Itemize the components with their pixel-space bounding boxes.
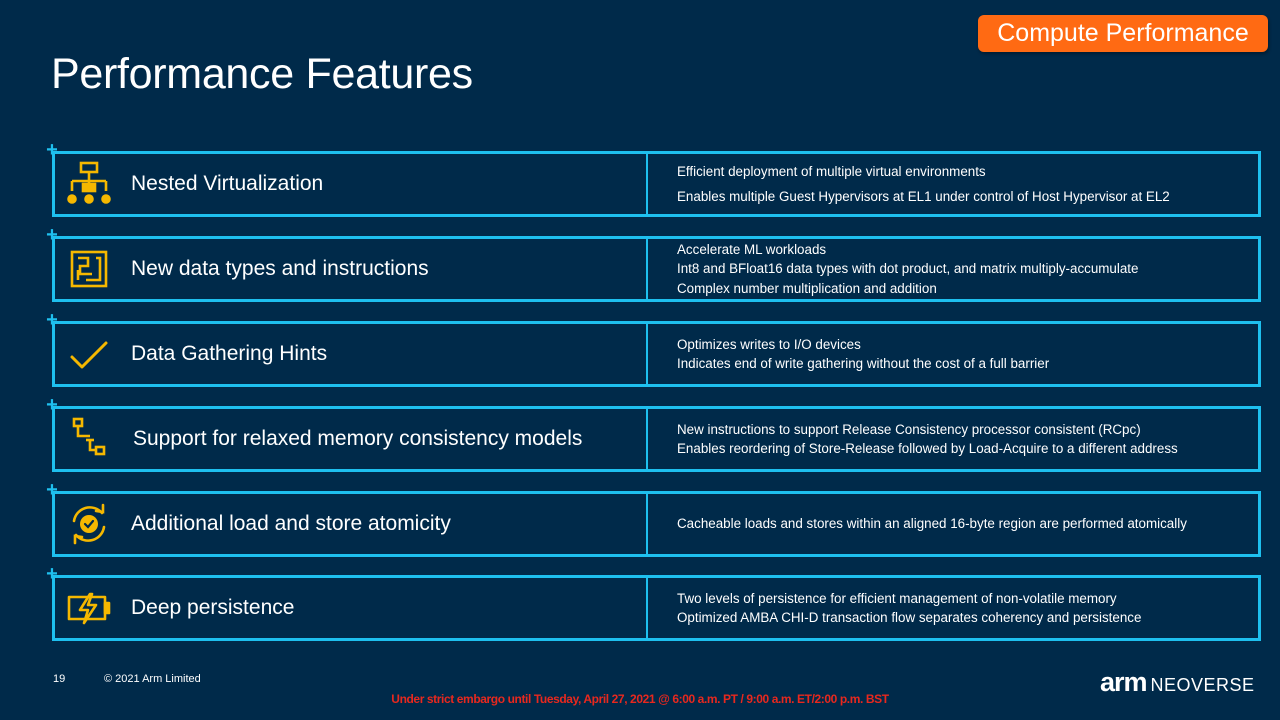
hierarchy-icon (66, 161, 112, 207)
description-line: Efficient deployment of multiple virtual environments (677, 163, 986, 179)
description-line: Int8 and BFloat16 data types with dot product, and matrix multiply-accumulate (677, 261, 1139, 277)
feature-label: Additional load and store atomicity (131, 512, 451, 535)
feature-label: Data Gathering Hints (131, 342, 328, 365)
section-badge: Compute Performance (978, 15, 1268, 52)
feature-row-atomicity (44, 479, 1264, 566)
feature-description (677, 151, 1257, 217)
feature-label: Deep persistence (131, 596, 295, 619)
feature-label: Nested Virtualization (131, 172, 324, 195)
description-line: New instructions to support Release Consistency processor consistent (RCpc) (677, 421, 1141, 437)
page-title: Performance Features (51, 50, 473, 98)
plus-icon: + (46, 309, 58, 331)
page-number: 19 (53, 673, 66, 685)
plus-icon: + (46, 563, 58, 585)
description-line: Cacheable loads and stores within an aligned 16-byte region are performed atomically (677, 516, 1187, 532)
plus-icon: + (46, 479, 58, 501)
feature-row-relaxed-memory (44, 394, 1264, 481)
description-line: Complex number multiplication and addition (677, 280, 937, 296)
description-line: Optimizes writes to I/O devices (677, 336, 861, 352)
chip-icon (66, 246, 112, 292)
feature-label: Support for relaxed memory consistency models (133, 427, 583, 450)
feature-row-new-data-types (44, 224, 1264, 311)
feature-row-nested-virtualization (44, 139, 1264, 226)
feature-row-data-gathering-hints (44, 309, 1264, 396)
checkmark-icon (66, 331, 112, 377)
plus-icon: + (46, 139, 58, 161)
feature-description (677, 491, 1257, 557)
description-line: Accelerate ML workloads (677, 241, 827, 257)
embargo-notice: Under strict embargo until Tuesday, April 27, 2021 @ 6:00 a.m. PT / 9:00 a.m. ET/2:00 p.m. BST (391, 692, 889, 706)
copyright-text: © 2021 Arm Limited (104, 673, 201, 685)
feature-description (677, 321, 1257, 387)
description-line: Two levels of persistence for efficient management of non-volatile memory (677, 590, 1117, 606)
description-line: Enables multiple Guest Hypervisors at EL1 under control of Host Hypervisor at EL2 (677, 189, 1170, 204)
description-line: Optimized AMBA CHI-D transaction flow separates coherency and persistence (677, 610, 1142, 625)
battery-charge-icon (66, 585, 112, 631)
feature-label: New data types and instructions (131, 257, 429, 280)
feature-description (677, 236, 1257, 302)
arm-neoverse-logo (1100, 668, 1255, 696)
logo-product-text: NEOVERSE (1150, 675, 1255, 695)
description-line: Enables reordering of Store-Release followed by Load-Acquire to a different address (677, 441, 1178, 456)
feature-description (677, 575, 1257, 641)
logo-arm-text: arm (1100, 667, 1147, 697)
description-line: Indicates end of write gathering without the cost of a full barrier (677, 356, 1050, 371)
plus-icon: + (46, 394, 58, 416)
feature-description (677, 406, 1257, 472)
flow-icon (66, 416, 112, 462)
feature-row-deep-persistence (44, 563, 1264, 650)
refresh-check-icon (66, 501, 112, 547)
plus-icon: + (46, 224, 58, 246)
